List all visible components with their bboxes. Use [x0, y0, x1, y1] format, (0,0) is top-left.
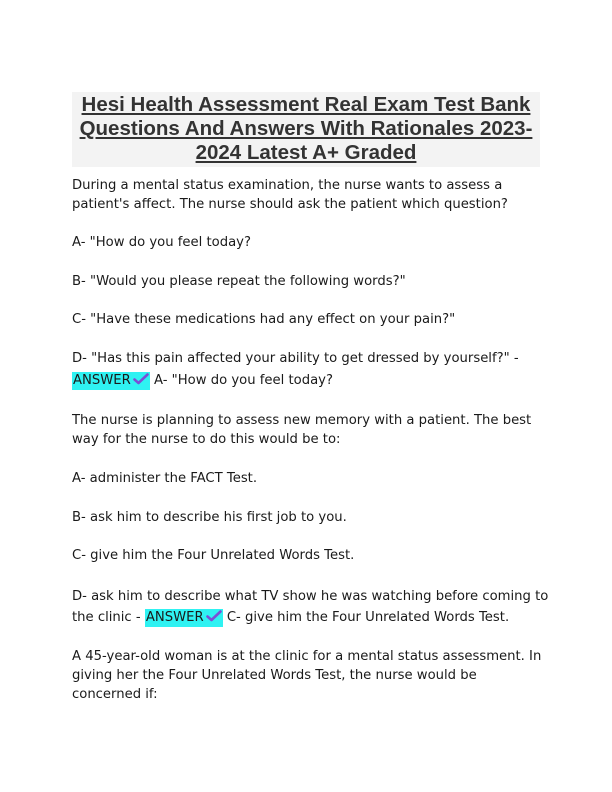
question-2-option-c: C- give him the Four Unrelated Words Test.	[72, 548, 355, 563]
checkmark-icon	[206, 610, 222, 622]
question-1-option-d: D- "Has this pain affected your ability to get dressed by yourself?" -	[72, 351, 519, 366]
answer-label: ANSWER	[145, 610, 204, 625]
question-2-option-b: B- ask him to describe his first job to you.	[72, 510, 347, 525]
question-2-answer-line	[72, 608, 509, 628]
answer-label: ANSWER	[73, 373, 131, 388]
question-1-option-c: C- "Have these medications had any effect on your pain?"	[72, 312, 456, 327]
question-1-option-b: B- "Would you please repeat the following words?"	[72, 274, 406, 289]
question-1-answer-line	[72, 371, 333, 391]
question-2-option-a: A- administer the FACT Test.	[72, 471, 258, 486]
question-3-stem-line-3: concerned if:	[72, 687, 158, 702]
question-3-stem-line-2: giving her the Four Unrelated Words Test, the nurse would be	[72, 668, 477, 683]
answer-highlight	[145, 609, 223, 627]
question-2-stem-line-1: The nurse is planning to assess new memory with a patient. The best	[72, 413, 532, 428]
question-2-option-d: D- ask him to describe what TV show he was watching before coming to	[72, 589, 549, 604]
checkmark-icon	[133, 373, 149, 385]
answer-text: A- "How do you feel today?	[149, 373, 333, 388]
question-2-stem-line-2: way for the nurse to do this would be to:	[72, 432, 341, 447]
title-line-1: Hesi Health Assessment Real Exam Test Bank	[81, 93, 531, 116]
answer-prefix: the clinic -	[72, 610, 145, 625]
question-1-stem-line-1: During a mental status examination, the nurse wants to assess a	[72, 178, 503, 193]
title-line-3: 2024 Latest A+ Graded	[195, 141, 417, 164]
question-3-stem-line-1: A 45-year-old woman is at the clinic for a mental status assessment. In	[72, 649, 542, 664]
question-1-stem-line-2: patient's affect. The nurse should ask the patient which question?	[72, 197, 508, 212]
document-title	[72, 92, 540, 167]
answer-text: C- give him the Four Unrelated Words Test.	[222, 610, 510, 625]
question-1-option-a: A- "How do you feel today?	[72, 235, 251, 250]
title-line-2: Questions And Answers With Rationales 2023-	[79, 117, 533, 140]
answer-highlight	[72, 372, 150, 390]
